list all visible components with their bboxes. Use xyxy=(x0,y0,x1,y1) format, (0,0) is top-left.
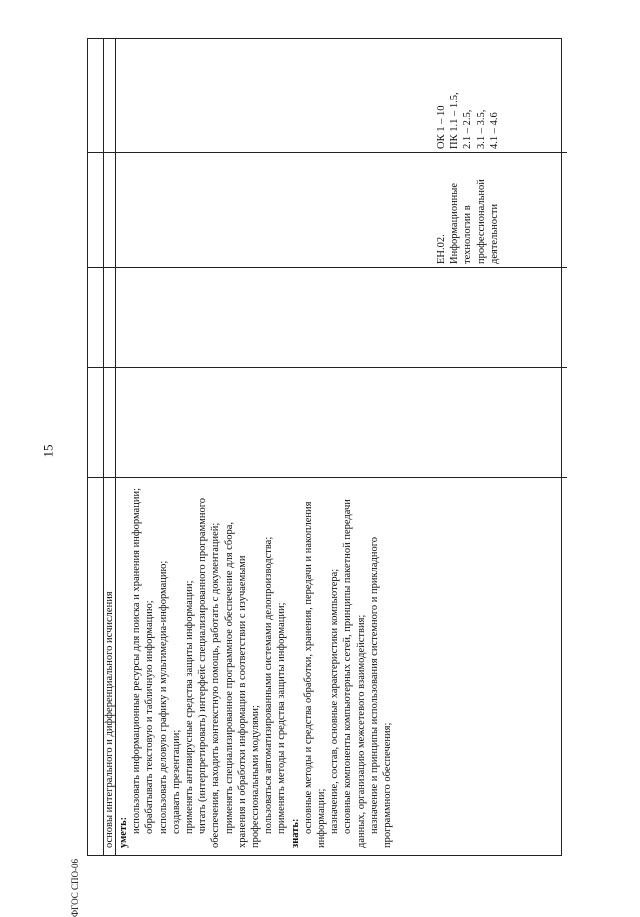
competency-line: ОК 1 – 10 xyxy=(436,105,447,149)
column-divider xyxy=(87,267,567,268)
knowledge-heading: знать: xyxy=(289,818,301,848)
skill-item: пользоваться автоматизированными системами делопроизводства; xyxy=(263,536,275,834)
skill-item: читать (интерпретировать) интерфейс специализированного программного обеспечения, находить контекстную помощь, работать с документацией; xyxy=(197,497,222,848)
skill-item: применять антивирусные средства защиты информации; xyxy=(184,580,196,834)
competencies-cell xyxy=(435,41,501,149)
page-number: 15 xyxy=(40,444,56,458)
knowledge-item: назначение, состав, основные характеристики компьютера; xyxy=(329,568,341,834)
skill-item: использовать деловую графику и мультимедиа-информацию; xyxy=(157,560,169,834)
skill-item: использовать информационные ресурсы для поиска и хранения информации; xyxy=(131,488,143,834)
skill-item: применять методы и средства защиты информации; xyxy=(276,602,288,834)
knowledge-item: основные методы и средства обработки, хранения, передачи и накопления информации; xyxy=(302,501,328,848)
discipline-code: ЕН.02. xyxy=(436,234,447,264)
competency-line: ПК 1.1 – 1.5, xyxy=(449,92,461,149)
column-divider xyxy=(87,367,567,368)
competency-line: 3.1 – 3.5, xyxy=(475,109,487,149)
knowledge-item: основные компоненты компьютерных сетей, принципы пакетной передачи данных, организацию межсетевого взаимодействия; xyxy=(342,499,367,848)
knowledge-item: назначение и принципы использования системного и прикладного программного обеспечения; xyxy=(368,536,394,848)
column-divider xyxy=(87,477,567,478)
skill-item: применять специализированное программное обеспечение для сбора, хранения и обработки информации в соответствии с изучаемыми профессиональными модулями; xyxy=(223,521,262,848)
skill-item: создавать презентации; xyxy=(170,729,182,834)
landscape-table xyxy=(87,38,567,856)
skills-knowledge-list xyxy=(117,486,394,848)
row1-text: основы интегрального и дифференциального исчисления xyxy=(104,591,115,848)
competency-line: 4.1 – 4.6 xyxy=(488,112,500,149)
column-divider xyxy=(87,152,567,153)
skill-item: обрабатывать текстовую и табличную информацию; xyxy=(144,600,156,834)
discipline-name: Информационные технологии в профессиональной деятельности xyxy=(449,179,500,264)
skills-heading: уметь: xyxy=(118,816,129,848)
discipline-cell xyxy=(435,158,501,264)
competency-line: 2.1 – 2.5, xyxy=(462,109,474,149)
footer-label: ФГОС СПО-06 xyxy=(70,859,80,917)
